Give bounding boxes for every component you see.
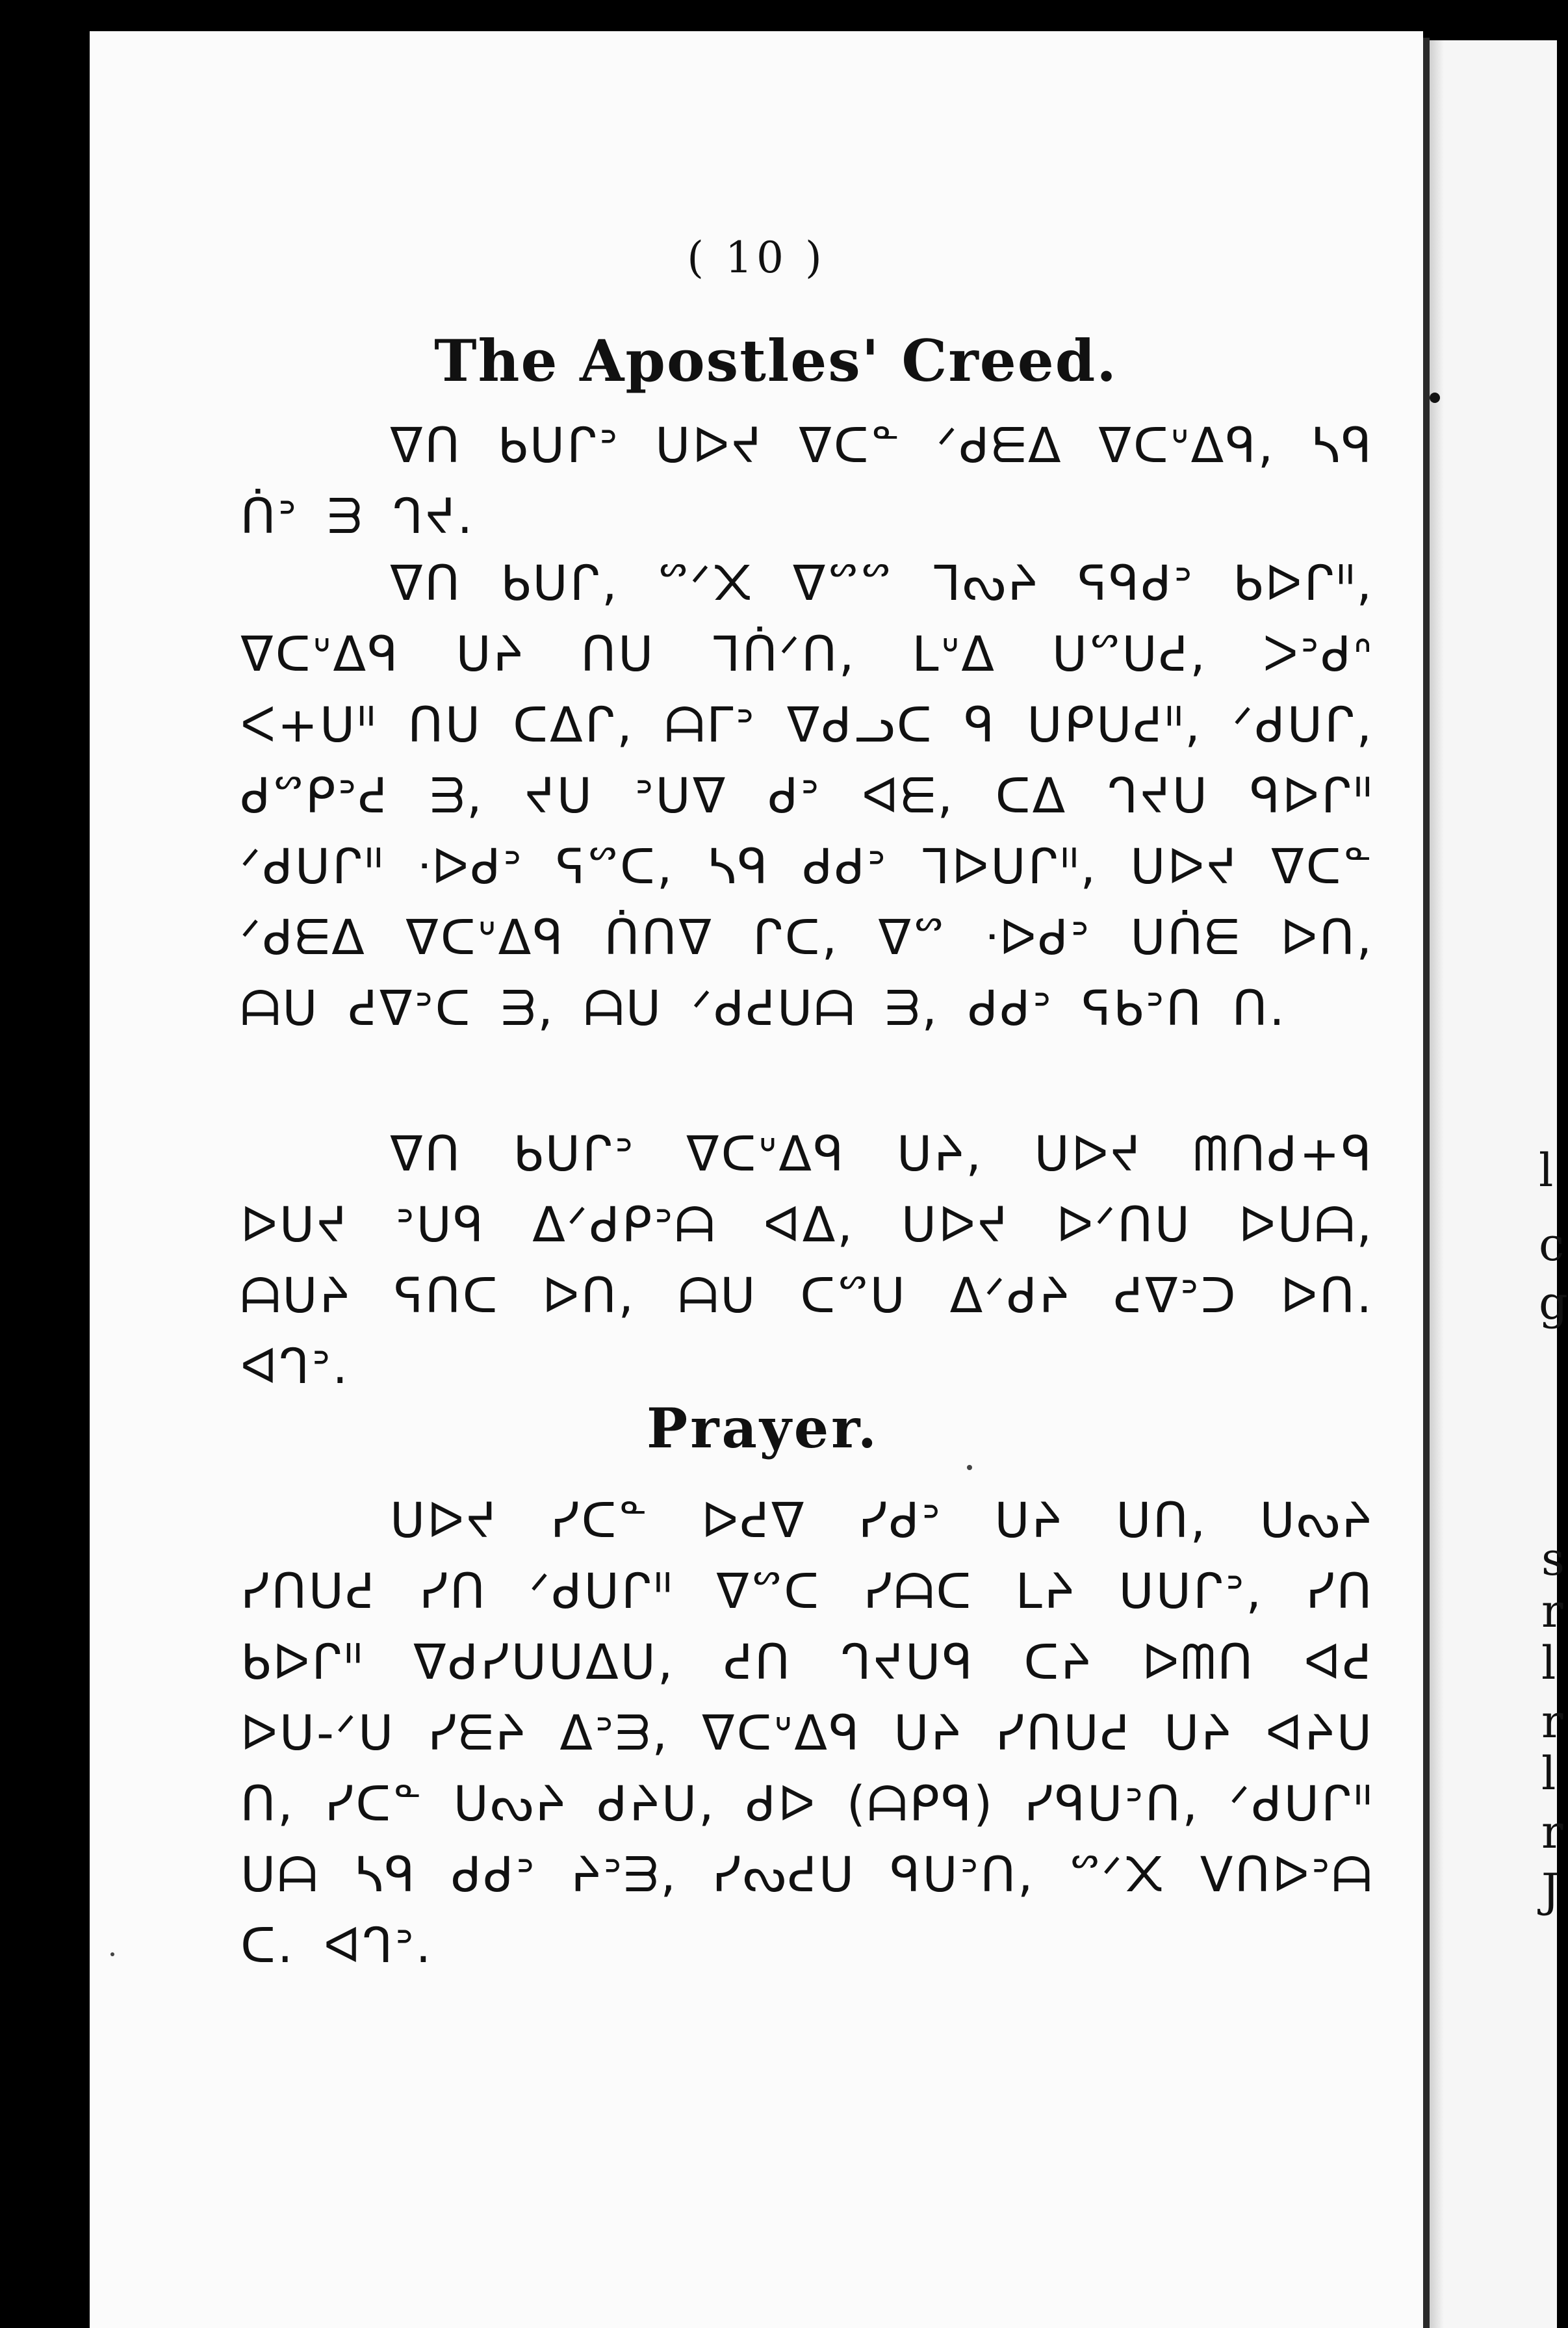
creed-paragraph-2 [240,549,1374,1044]
facing-page-letter: g [1539,1276,1568,1330]
creed-paragraph-1 [240,411,1374,552]
creed-paragraph-1-text: ᐁᑎ ᑲᑌᒋᐣ ᑌᐅᔪ ᐁᑕᓐ ᐟᑯᗴᐃ ᐁᑕᐡᐃᑫ, ᓴᑫ ᑏᐣ ᗱ ᒉᔪ. [240,418,1374,545]
creed-paragraph-3 [240,1119,1374,1403]
prayer-paragraph-text: ᑌᐅᔪ ᓯᑕᓐ ᐅᕍᐁ ᓯᑯᐣ ᑌᔨ ᑌᑎ, ᑌᔓᔨ ᓯᑎᑌᕍ ᓯᑎ ᐟᑯᑌᒋᐦ ᐁᔥᑕ ᓯᗩᑕ ᒪᔨ ᑌᑌᒋᐣ, ᓯᑎ ᑲᐅᒋᐦ ᐁᑯᓯᑌᑌᐃᑌ, ᕍᑎ ᒉᔪᑌᑫ ᑕᔨ ᐅᗰᑎ ᐊᕍ ᐅᑌ-ᐟᑌ ᓯᗴᔨ ᐃᐣᗱ, ᐁᑕᐡᐃᑫ ᑌᔨ ᓯᑎᑌᕍ ᑌᔨ ᐊᔨᑌ ᑎ, ᓯᑕᓐ ᑌᔓᔨ ᑯᔨᑌ, ᑯᐅ (ᗩᑭᑫ) ᓯᑫᑌᐣᑎ, ᐟᑯᑌᒋᐦ ᑌᗩ ᓴᑫ ᑯᑯᐣ ᔨᐣᗱ, ᓯᔓᕍᑌ ᑫᑌᐣᑎ, ᔥᐟ᙭ ᐯᑎᐅᐣᗩ ᑕ. ᐊᒉᐣ. [240,1493,1374,1974]
facing-page-letter: J [1541,1864,1560,1917]
facing-page-letter: s [1541,1533,1565,1586]
facing-page-letter: r [1541,1584,1563,1638]
facing-page-letter: l [1541,1747,1556,1800]
facing-page-letter: r [1541,1805,1563,1859]
facing-page [1430,40,1557,2328]
book-page [90,31,1423,2328]
prayer-heading: Prayer. [647,1396,879,1460]
page-number: ( 10 ) [687,233,826,283]
facing-page-letter: l [1539,1144,1554,1197]
facing-page-letter: r [1541,1695,1563,1748]
facing-page-shadow [1430,40,1444,2328]
creed-paragraph-3-text: ᐁᑎ ᑲᑌᒋᐣ ᐁᑕᐡᐃᑫ ᑌᔨ, ᑌᐅᔪ ᗰᑎᑯ+ᑫ ᐅᑌᔪ ᐣᑌᑫ ᐃᐟᑯᑭᐣᗩ ᐊᐃ, ᑌᐅᔪ ᐅᐟᑎᑌ ᐅᑌᗩ, ᗩᑌᔨ ᕋᑎᑕ ᐅᑎ, ᗩᑌ ᑕᔥᑌ ᐃᐟᑯᔨ ᕍᐁᐣᑐ ᐅᑎ. ᐊᒉᐣ. [240,1126,1374,1395]
page-gutter-shadow [1423,38,1430,2328]
page-content [90,31,1423,2328]
creed-paragraph-2-text: ᐁᑎ ᑲᑌᒋ, ᔥᐟ᙭ ᐁᔥᔥ ᒣᔓᔨ ᕋᑫᑯᐣ ᑲᐅᒋᐦ, ᐁᑕᐡᐃᑫ ᑌᔨ ᑎᑌ ᒣᑏᐟᑎ, ᒪᐡᐃ ᑌᔥᑌᕍ, ᐳᐣᑯᐢ ᐸ+ᑌᐦ ᑎᑌ ᑕᐃᒋ, ᗩᒥᐣ ᐁᑯᓗᑕ ᑫ ᑌᑭᑌᕍᐦ, ᐟᑯᑌᒋ, ᑯᔥᑭᐣᕍ ᗱ, ᔪᑌ ᐣᑌᐁ ᑯᐣ ᐊᗴ, ᑕᐃ ᒉᔪᑌ ᑫᐅᒋᐦ ᐟᑯᑌᒋᐦ ᐧᐅᑯᐣ ᕋᔥᑕ, ᓴᑫ ᑯᑯᐣ ᒣᐅᑌᒋᐦ, ᑌᐅᔪ ᐁᑕᓐ ᐟᑯᗴᐃ ᐁᑕᐡᐃᑫ ᑏᑎᐁ ᒋᑕ, ᐁᔥ ᐧᐅᑯᐣ ᑌᑏᗴ ᐅᑎ, ᗩᑌ ᕍᐁᐣᑕ ᗱ, ᗩᑌ ᐟᑯᕍᑌᗩ ᗱ, ᑯᑯᐣ ᕋᑲᐣᑎ ᑎ. [240,556,1374,1037]
facing-page-letter: c [1539,1218,1565,1271]
paper-speck [967,1465,972,1470]
creed-heading: The Apostles' Creed. [434,327,1118,394]
paper-speck [110,1952,114,1956]
ink-dot [1430,393,1440,403]
facing-page-letter: l [1541,1636,1556,1690]
prayer-paragraph [240,1486,1374,1982]
